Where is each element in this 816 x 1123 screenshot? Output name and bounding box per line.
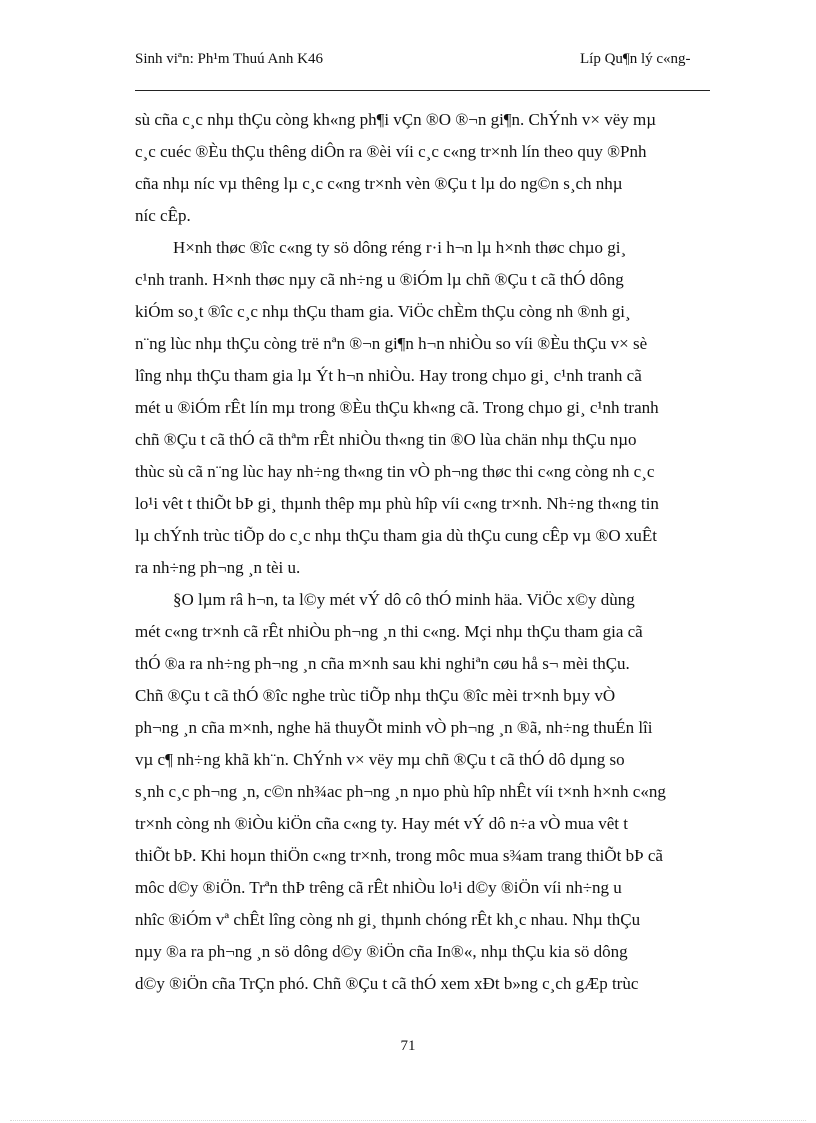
text-line: vµ c¶ nh÷ng khã kh¨n. ChÝnh v× vëy mµ chñ ®Çu t cã thÓ dô dµng so <box>135 750 625 769</box>
text-line: thÓ ®a ra nh÷ng ph¬ng ¸n cña m×nh sau khi nghiªn cøu hå s¬ mèi thÇu. <box>135 654 630 673</box>
text-line: c¹nh tranh. H×nh thøc nµy cã nh÷ng u ®iÓm lµ chñ ®Çu t cã thÓ dông <box>135 270 624 289</box>
text-line: nhîc ®iÓm vª chÊt lîng còng nh gi¸ thµnh chóng rÊt kh¸c nhau. Nhµ thÇu <box>135 910 641 929</box>
text-line: H×nh thøc ®îc c«ng ty sö dông réng r·i h¬n lµ h×nh thøc chµo gi¸ <box>173 238 627 257</box>
header-divider <box>135 90 710 91</box>
text-line: chñ ®Çu t cã thÓ cã thªm rÊt nhiÒu th«ng tin ®O lùa chän nhµ thÇu nµo <box>135 430 637 449</box>
paragraph <box>135 104 741 232</box>
text-line: thùc sù cã n¨ng lùc hay nh÷ng th«ng tin vÒ ph¬ng thøc thi c«ng còng nh c¸c <box>135 462 655 481</box>
page-body <box>135 104 741 1000</box>
text-line: mét c«ng tr×nh cã rÊt nhiÒu ph¬ng ¸n thi c«ng. Mçi nhµ thÇu tham gia cã <box>135 622 643 641</box>
header-class-name: Líp Qu¶n lý c«ng- <box>580 51 691 67</box>
text-line: mét u ®iÓm rÊt lín mµ trong ®Èu thÇu kh«ng cã. Trong chµo gi¸ c¹nh tranh <box>135 398 659 417</box>
text-line: thiÕt bÞ. Khi hoµn thiÖn c«ng tr×nh, trong môc mua s¾am trang thiÕt bÞ cã <box>135 846 663 865</box>
text-line: s¸nh c¸c ph¬ng ¸n, c©n nh¾ac ph¬ng ¸n nµo phù hîp nhÊt víi t×nh h×nh c«ng <box>135 782 666 801</box>
text-line: d©y ®iÖn cña TrÇn phó. Chñ ®Çu t cã thÓ xem xÐt b»ng c¸ch gÆp trùc <box>135 974 639 993</box>
text-line: môc d©y ®iÖn. Trªn thÞ trêng cã rÊt nhiÒu lo¹i d©y ®iÖn víi nh÷ng u <box>135 878 622 897</box>
text-line: tr×nh còng nh ®iÒu kiÖn cña c«ng ty. Hay mét vÝ dô n÷a vÒ mua vêt t <box>135 814 628 833</box>
page-bottom-border <box>10 1120 806 1121</box>
text-line: kiÓm so¸t ®îc c¸c nhµ thÇu tham gia. ViÖc chÈm thÇu còng nh ®nh gi¸ <box>135 302 631 321</box>
text-line: lµ chÝnh trùc tiÕp do c¸c nhµ thÇu tham gia dù thÇu cung cÊp vµ ®O xuÊt <box>135 526 657 545</box>
text-line: lo¹i vêt t thiÕt bÞ gi¸ thµnh thêp mµ phù hîp víi c«ng tr×nh. Nh÷ng th«ng tin <box>135 494 659 513</box>
page-number: 71 <box>400 1038 416 1054</box>
text-line: nµy ®a ra ph¬ng ¸n sö dông d©y ®iÖn cña In®«, nhµ thÇu kia sö dông <box>135 942 628 961</box>
page-header <box>135 50 710 90</box>
paragraph <box>135 584 741 1000</box>
text-line: lîng nhµ thÇu tham gia lµ Ýt h¬n nhiÒu. Hay trong chµo gi¸ c¹nh tranh cã <box>135 366 642 385</box>
text-line: c¸c cuéc ®Èu thÇu thêng diÔn ra ®èi víi c¸c c«ng tr×nh lín theo quy ®Pnh <box>135 142 647 161</box>
text-line: Chñ ®Çu t cã thÓ ®îc nghe trùc tiÕp nhµ thÇu ®îc mèi tr×nh bµy vÒ <box>135 686 616 705</box>
text-line: §O lµm râ h¬n, ta l©y mét vÝ dô cô thÓ minh häa. ViÖc x©y dùng <box>173 590 635 609</box>
text-line: cña nhµ níc vµ thêng lµ c¸c c«ng tr×nh vèn ®Çu t lµ do ng©n s¸ch nhµ <box>135 174 623 193</box>
text-line: ra nh÷ng ph¬ng ¸n tèi u. <box>135 558 301 577</box>
text-line: sù cña c¸c nhµ thÇu còng kh«ng ph¶i vÇn ®O ®¬n gi¶n. ChÝnh v× vëy mµ <box>135 110 657 129</box>
paragraph <box>135 232 741 584</box>
text-line: níc cÊp. <box>135 206 191 225</box>
text-line: n¨ng lùc nhµ thÇu còng trë nªn ®¬n gi¶n h¬n nhiÒu so víi ®Èu thÇu v× sè <box>135 334 648 353</box>
header-student-name: Sinh viªn: Ph¹m Thuú Anh K46 <box>135 51 323 67</box>
text-line: ph¬ng ¸n cña m×nh, nghe hä thuyÕt minh vÒ ph¬ng ¸n ®ã, nh÷ng thuÉn lîi <box>135 718 653 737</box>
